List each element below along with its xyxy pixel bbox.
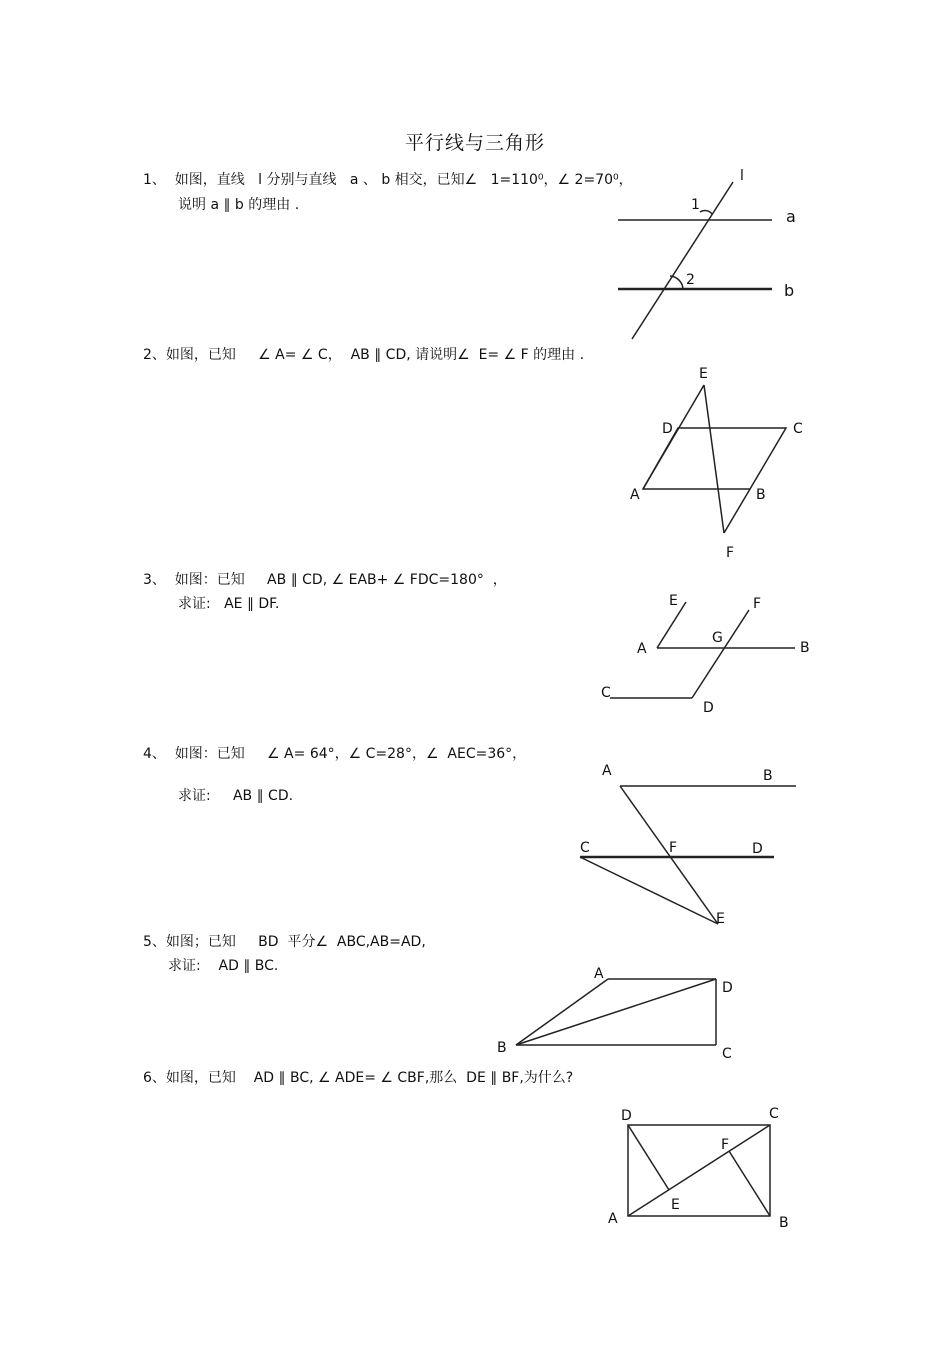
label-e: E — [671, 1197, 680, 1213]
problem-1-line-1: 1、 如图，直线 l 分别与直线 a 、 b 相交，已知∠ 1=110⁰，∠ 2=70⁰， — [143, 172, 633, 188]
figure-2 — [630, 366, 803, 561]
label-c: C — [722, 1046, 732, 1062]
label-b: b — [784, 281, 795, 300]
label-d: D — [703, 700, 714, 716]
problem-2-line-1: 2、如图，已知 ∠ A= ∠ C， AB ∥ CD, 请说明∠ E= ∠ F 的理由 . — [143, 347, 585, 363]
figure-5 — [497, 966, 733, 1062]
label-f: F — [669, 840, 678, 856]
label-b: B — [779, 1215, 789, 1231]
label-a: A — [637, 641, 647, 657]
figure-1 — [618, 168, 796, 339]
label-d: D — [752, 841, 763, 857]
label-c: C — [580, 840, 590, 856]
problem-5-line-2: 求证: AD ∥ BC. — [168, 958, 279, 974]
figure-6 — [608, 1106, 789, 1231]
label-e: E — [669, 593, 678, 609]
angle-1-arc — [700, 211, 712, 214]
problem-1-line-2: 说明 a ∥ b 的理由 . — [178, 197, 300, 213]
segment-bd — [516, 979, 716, 1045]
transversal-l — [632, 182, 733, 339]
figure-4 — [580, 763, 796, 927]
label-a: a — [786, 207, 796, 226]
label-b: B — [756, 487, 766, 503]
page-title: 平行线与三角形 — [404, 132, 545, 154]
segment-ef — [704, 385, 724, 533]
segment-de — [628, 1125, 669, 1190]
problem-4-line-2: 求证: AB ∥ CD. — [178, 788, 294, 804]
label-a: A — [602, 763, 612, 779]
label-g: G — [712, 630, 723, 646]
label-b: B — [497, 1040, 507, 1056]
label-d: D — [621, 1108, 632, 1124]
segment-fb — [729, 1151, 770, 1216]
label-f: F — [726, 545, 735, 561]
label-c: C — [769, 1106, 779, 1122]
label-angle-1: 1 — [691, 197, 700, 213]
segment-df — [692, 610, 749, 698]
problem-3-line-2: 求证: AE ∥ DF. — [178, 596, 280, 612]
label-f: F — [721, 1137, 730, 1153]
label-f: F — [753, 596, 762, 612]
label-angle-2: 2 — [686, 272, 695, 288]
label-e: E — [699, 366, 708, 382]
problem-6-line-1: 6、如图，已知 AD ∥ BC, ∠ ADE= ∠ CBF,那么 DE ∥ BF,为什么? — [143, 1070, 574, 1086]
problem-4-line-1: 4、 如图：已知 ∠ A= 64°，∠ C=28°，∠ AEC=36°， — [143, 746, 527, 762]
diagonal-ac — [628, 1125, 770, 1216]
label-a: A — [594, 966, 604, 982]
segment-ba — [516, 979, 608, 1045]
problem-5-line-1: 5、如图；已知 BD 平分∠ ABC,AB=AD, — [143, 934, 426, 950]
label-b: B — [800, 640, 810, 656]
label-b: B — [763, 768, 773, 784]
label-c: C — [601, 685, 611, 701]
label-l: l — [740, 168, 744, 184]
segment-ce — [580, 857, 718, 924]
label-a: A — [608, 1211, 618, 1227]
problem-3-line-1: 3、 如图：已知 AB ∥ CD, ∠ EAB+ ∠ FDC=180° ， — [143, 572, 507, 588]
label-d: D — [722, 980, 733, 996]
segment-ae — [643, 385, 704, 489]
figure-3 — [601, 593, 810, 716]
label-a: A — [630, 487, 640, 503]
label-d: D — [662, 421, 673, 437]
label-c: C — [793, 421, 803, 437]
segment-fb — [724, 489, 750, 533]
label-e: E — [716, 911, 725, 927]
